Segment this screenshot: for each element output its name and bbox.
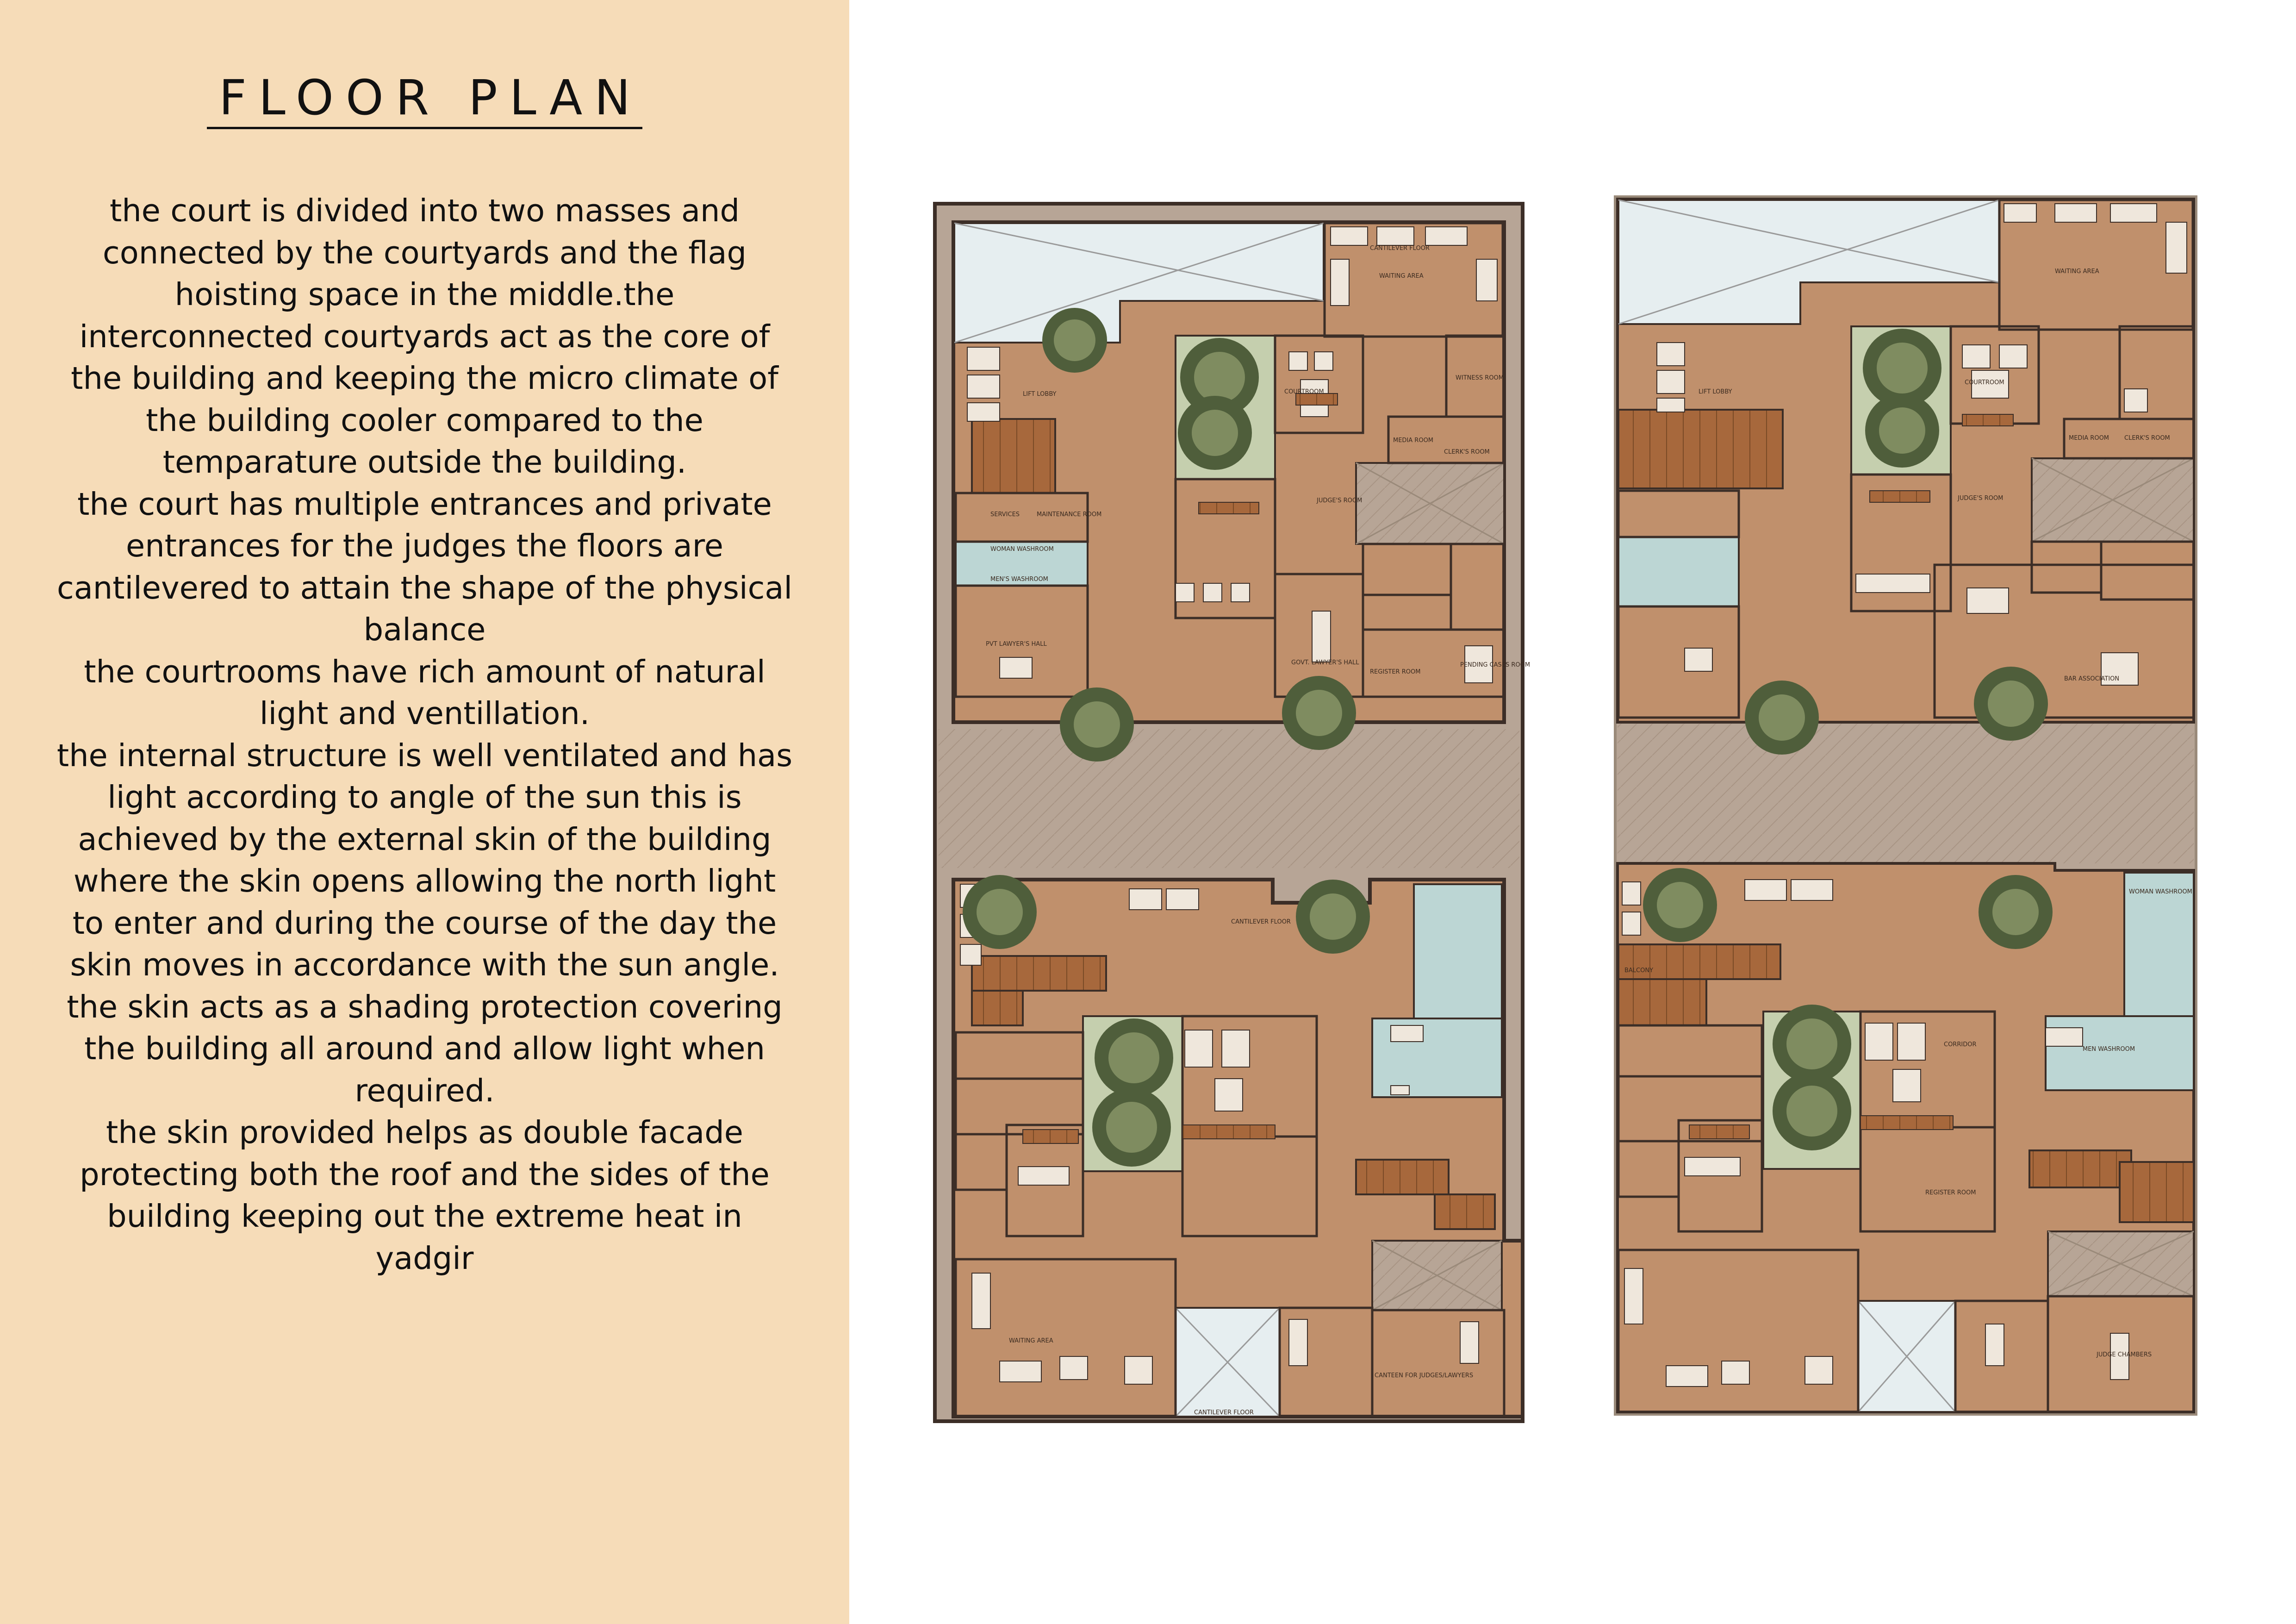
plan2-balcony-right [2029,1150,2131,1187]
plan2-label-lift-lobby: LIFT LOBBY [1699,388,1732,395]
description-line: protecting both the roof and the sides of the [80,1156,770,1193]
plan2-label-registrar: REGISTER ROOM [1925,1189,1976,1196]
description-line: the skin acts as a shading protection covering [67,988,783,1025]
plan1-label-register-room: REGISTER ROOM [1370,668,1421,675]
plan1-label-cantilever-bottom: CANTILEVER FLOOR [1194,1409,1254,1416]
plan2-label-women-washroom: WOMAN WASHROOM [2129,888,2192,895]
description-line: the court is divided into two masses and [109,193,740,229]
plan1-label-pending-cases: PENDING CASES ROOM [1460,662,1531,668]
plan1-label-clerks-room: CLERK'S ROOM [1444,449,1490,456]
description-line: to enter and during the course of the day the [72,905,777,941]
plan2-label-judge-chambers: JUDGE CHAMBERS [2097,1351,2152,1358]
plan1-balcony-left [972,956,1106,991]
plan1-central-plaza [939,729,1519,868]
plan1-label-waiting-area: WAITING AREA [1379,273,1424,280]
description-line: the internal structure is well ventilated and has [56,737,793,774]
ground-floor-plan [935,204,1530,1421]
plan2-label-bar-association: BAR ASSOCIATION [2064,675,2120,682]
plan1-label-lift-lobby: LIFT LOBBY [1023,391,1057,398]
plan2-label-judges-room: JUDGE'S ROOM [1958,495,2004,502]
description-line: interconnected courtyards act as the core of [79,318,770,355]
plan2-label-media-room: MEDIA ROOM [2069,435,2109,442]
description-line: where the skin opens allowing the north light [73,863,776,899]
description-line: the skin provided helps as double facade [106,1114,743,1150]
plan2-balcony-top [1618,410,1783,488]
plan2-balcony-right-2 [2120,1162,2194,1222]
plan1-balcony-top [972,419,1055,493]
description-line: the court has multiple entrances and private [77,486,772,522]
plan1-label-cantilever-top: CANTILEVER FLOOR [1370,245,1430,252]
plan1-label-services: SERVICES [990,511,1020,518]
plan2-label-clerks-room: CLERK'S ROOM [2124,435,2170,442]
description-line: light and ventillation. [259,695,590,731]
plan1-label-maintenance: MAINTENANCE ROOM [1037,511,1102,518]
plan1-label-witness-room: WITNESS ROOM [1456,375,1504,381]
plan1-label-women-washroom: WOMAN WASHROOM [990,546,1054,553]
description-line: building keeping out the extreme heat in [107,1198,742,1234]
plan1-label-canteen: CANTEEN FOR JUDGES/LAWYERS [1375,1372,1474,1379]
plan1-label-cantilever-mid: CANTILEVER FLOOR [1231,918,1291,925]
plan1-label-courtroom: COURTROOM [1284,388,1324,395]
plan1-label-men-washroom: MEN'S WASHROOM [990,576,1048,583]
description-line: the courtrooms have rich amount of natural [84,653,765,690]
description-line: the building all around and allow light when [84,1031,765,1067]
plan2-lower-block [1618,863,2194,1412]
plan1-washroom-women [1414,884,1502,1018]
plan1-label-judges-room: JUDGE'S ROOM [1317,497,1363,504]
plan1-balcony-right [1356,1160,1449,1194]
description-line: the building and keeping the micro climate of [71,360,778,396]
description-line: skin moves in accordance with the sun angle. [70,947,779,983]
description-line: cantilevered to attain the shape of the physical [56,569,793,606]
plan2-label-courtroom: COURTROOM [1965,379,2004,386]
description-line: achieved by the external skin of the building [78,821,772,857]
first-floor-plan [1615,197,2196,1414]
plan1-label-entrance-lobby: WAITING AREA [1009,1337,1053,1344]
plan1-label-govt-lawyer-hall: GOVT. LAWYER'S HALL [1291,659,1359,666]
description-line: temparature outside the building. [162,444,687,480]
plan1-label-lawyers-hall: PVT LAWYER'S HALL [986,641,1047,648]
plan2-label-waiting-area: WAITING AREA [2055,268,2099,275]
description-line: required. [355,1072,495,1109]
description-line: yadgir [375,1240,474,1276]
description-line: hoisting space in the middle.the [174,276,675,312]
plan1-balcony-left-2 [972,991,1023,1025]
description-line: connected by the courtyards and the flag [102,234,747,271]
plan1-lower-block [953,880,1523,1417]
description-line: entrances for the judges the floors are [125,528,724,564]
description-line: balance [363,612,486,648]
plan1-balcony-right-2 [1435,1194,1495,1229]
description-line: the building cooler compared to the [146,402,703,438]
plan1-label-media-room: MEDIA ROOM [1393,437,1434,444]
plan2-label-balcony: BALCONY [1624,967,1654,974]
plan2-washroom-top [1618,537,1739,606]
page-title: FLOOR PLAN [0,69,849,126]
description-line: light according to angle of the sun this is [107,779,742,815]
plan2-label-corridor: CORRIDOR [1944,1041,1977,1048]
plan2-central-plaza [1618,722,2194,863]
plan2-balcony-left-2 [1618,979,1706,1025]
plan2-label-men-washroom: MEN WASHROOM [2083,1046,2135,1053]
